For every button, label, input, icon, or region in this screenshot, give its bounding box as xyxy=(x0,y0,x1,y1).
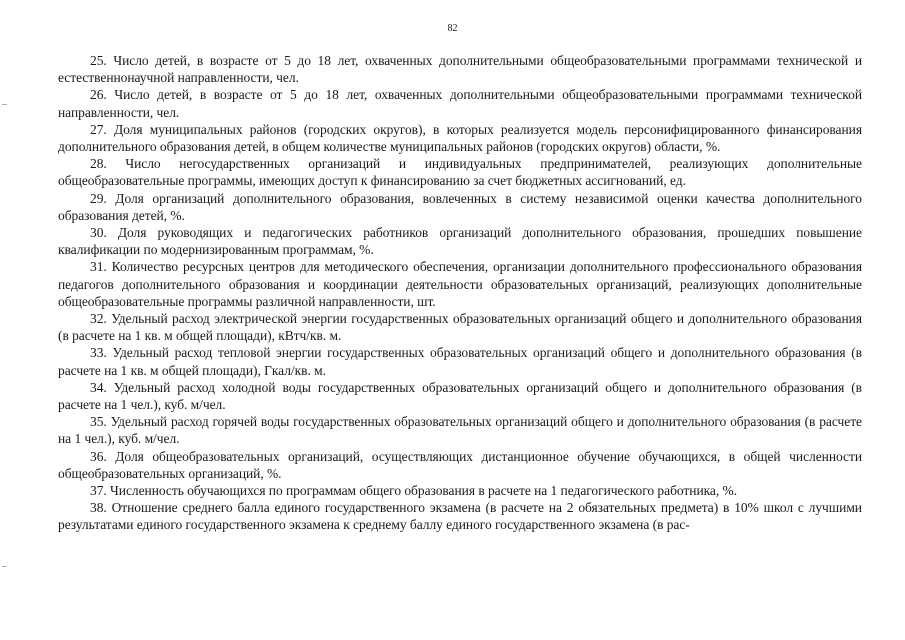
margin-mark xyxy=(2,104,7,105)
paragraph-26: 26. Число детей, в возрасте от 5 до 18 лет, охваченных дополнительными общеобразовательными программами технической направленности, чел. xyxy=(58,87,862,120)
paragraph-31: 31. Количество ресурсных центров для методического обеспечения, организации дополнительного профессионального образования педагогов дополнительного образования и координации деятельности образовательных организаций, реализующих дополнительные общеобразовательные программы различной направленности, шт. xyxy=(58,259,862,309)
paragraph-35: 35. Удельный расход горячей воды государственных образовательных организаций общего и дополнительного образования (в расчете на 1 чел.), куб. м/чел. xyxy=(58,414,862,447)
paragraph-30: 30. Доля руководящих и педагогических работников организаций дополнительного образования, прошедших повышение квалификации по модернизированным программам, %. xyxy=(58,225,862,258)
paragraph-37: 37. Численность обучающихся по программам общего образования в расчете на 1 педагогического работника, %. xyxy=(90,483,738,499)
paragraph-28: 28. Число негосударственных организаций и индивидуальных предпринимателей, реализующих дополнительные общеобразовательные программы, имеющих доступ к финансированию за счет бюджетных ассигнований, ед. xyxy=(58,156,862,189)
paragraph-38: 38. Отношение среднего балла единого государственного экзамена (в расчете на 2 обязательных предмета) в 10% школ с лучшими результатами единого государственного экзамена к среднему баллу единого государственного экзамена (в рас- xyxy=(58,500,862,533)
paragraph-34: 34. Удельный расход холодной воды государственных образовательных организаций общего и дополнительного образования (в расчете на 1 чел.), куб. м/чел. xyxy=(58,379,862,413)
margin-mark xyxy=(2,566,7,567)
paragraph-32: 32. Удельный расход электрической энергии государственных образовательных организаций общего и дополнительного образования (в расчете на 1 кв. м общей площади), кВтч/кв. м. xyxy=(58,311,862,344)
paragraph-33: 33. Удельный расход тепловой энергии государственных образовательных организаций общего и дополнительного образования (в расчете на 1 кв. м общей площади), Гкал/кв. м. xyxy=(58,345,862,378)
paragraph-29: 29. Доля организаций дополнительного образования, вовлеченных в систему независимой оценки качества дополнительного образования детей, %. xyxy=(58,190,862,223)
paragraph-25: 25. Число детей, в возрасте от 5 до 18 лет, охваченных дополнительными общеобразовательными программами технической и естественнонаучной направленности, чел. xyxy=(58,53,862,86)
document-body xyxy=(58,52,862,534)
paragraph-36: 36. Доля общеобразовательных организаций, осуществляющих дистанционное обучение обучающихся, в общей численности общеобразовательных организаций, %. xyxy=(58,448,862,481)
page-number: 82 xyxy=(447,23,458,34)
paragraph-27: 27. Доля муниципальных районов (городских округов), в которых реализуется модель персонифицированного финансирования дополнительного образования детей, в общем количестве муниципальных районов (городских округов) области, %. xyxy=(58,121,862,155)
